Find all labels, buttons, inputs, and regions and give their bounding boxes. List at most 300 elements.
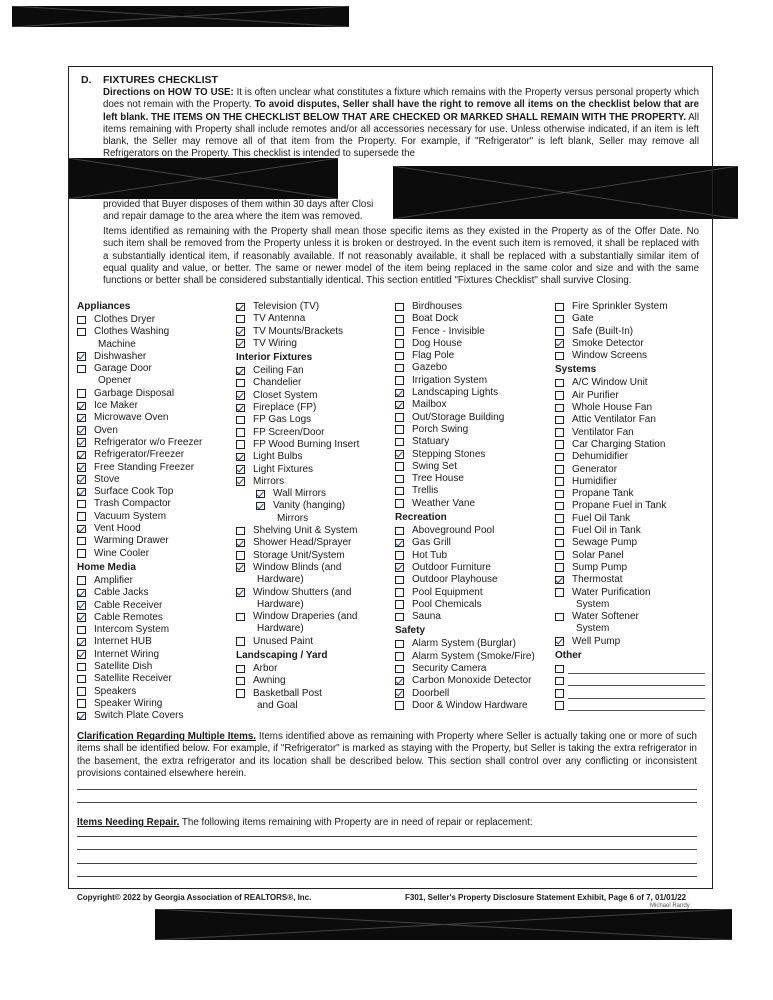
checkbox[interactable] <box>395 551 404 560</box>
checkbox[interactable] <box>236 551 245 560</box>
checklist-item[interactable] <box>236 464 388 476</box>
checklist-item[interactable] <box>555 611 705 623</box>
checkbox[interactable] <box>555 527 564 536</box>
checklist-item[interactable] <box>555 562 705 574</box>
checkbox[interactable] <box>395 689 404 698</box>
checkbox[interactable] <box>395 640 404 649</box>
checklist-item[interactable] <box>77 673 227 685</box>
checkbox[interactable] <box>395 389 404 398</box>
checkbox[interactable] <box>77 488 86 497</box>
checklist-item-label: A/C Window Unit <box>572 377 648 389</box>
checkbox[interactable] <box>395 677 404 686</box>
section-title: FIXTURES CHECKLIST <box>103 74 218 86</box>
checklist-item[interactable] <box>236 451 388 463</box>
checklist-item[interactable] <box>395 424 547 436</box>
checklist-item[interactable] <box>555 675 705 687</box>
directions-lead: Directions on HOW TO USE: <box>103 87 234 98</box>
write-line-6[interactable] <box>77 876 697 877</box>
checkbox[interactable] <box>77 512 86 521</box>
checkbox[interactable] <box>555 588 564 597</box>
checklist-item-label: Sump Pump <box>572 561 628 573</box>
footer-form-id: F301, Seller's Property Disclosure Statement Exhibit, Page 6 of 7, 01/01/22 <box>405 893 687 902</box>
checkbox[interactable] <box>77 463 86 472</box>
checkbox[interactable] <box>236 416 245 425</box>
checklist-item[interactable] <box>77 498 227 510</box>
checkbox[interactable] <box>395 438 404 447</box>
checklist-item[interactable] <box>236 663 388 675</box>
checkbox[interactable] <box>555 613 564 622</box>
other-item-line[interactable] <box>568 698 705 699</box>
checkbox[interactable] <box>77 525 86 534</box>
checklist-item[interactable] <box>77 326 227 338</box>
checkbox[interactable] <box>395 527 404 536</box>
checkbox[interactable] <box>395 376 404 385</box>
checkbox[interactable] <box>555 637 564 646</box>
checkbox[interactable] <box>395 425 404 434</box>
checklist-item[interactable] <box>77 548 227 560</box>
group-heading: Landscaping / Yard <box>236 650 328 662</box>
checklist-item[interactable] <box>555 688 705 700</box>
checkbox[interactable] <box>236 477 245 486</box>
checkbox[interactable] <box>395 499 404 508</box>
checkbox[interactable] <box>236 379 245 388</box>
checkbox[interactable] <box>236 404 245 413</box>
checklist-item[interactable] <box>236 636 388 648</box>
checkbox[interactable] <box>236 367 245 376</box>
checkbox[interactable] <box>555 327 564 336</box>
checkbox[interactable] <box>77 675 86 684</box>
checkbox[interactable] <box>77 601 86 610</box>
checklist-item[interactable] <box>395 638 547 650</box>
checkbox[interactable] <box>555 303 564 312</box>
checkbox[interactable] <box>77 438 86 447</box>
directions-text-3: All items remaining with Property shall include remotes and/or all accessories necessary for use. Unless otherwise indicated, if an item is left blank, the Seller may remove all of that item from the Property. For example, if "Refrigerator" is left blank, Seller may remove all Refrigerators on the Property. This checklist is intended to supersede the <box>103 111 699 160</box>
checkbox[interactable] <box>236 428 245 437</box>
checkbox[interactable] <box>555 563 564 572</box>
checkbox[interactable] <box>395 303 404 312</box>
checklist-item[interactable] <box>77 486 227 498</box>
checklist-item-label: Light Bulbs <box>253 451 303 463</box>
checklist-item[interactable] <box>77 649 227 661</box>
checklist-item[interactable] <box>395 412 547 424</box>
redaction-top <box>12 6 349 27</box>
checklist-item-label: Light Fixtures <box>253 463 314 475</box>
checkbox[interactable] <box>77 328 86 337</box>
checkbox[interactable] <box>77 650 86 659</box>
checklist-item[interactable] <box>77 363 227 375</box>
checklist-item-label: Window Screens <box>572 350 648 362</box>
checklist-item-label: Internet HUB <box>94 636 152 648</box>
checklist-item[interactable] <box>236 301 388 313</box>
checkbox[interactable] <box>236 563 245 572</box>
checklist-item-label: Cable Receiver <box>94 599 163 611</box>
checklist-item[interactable] <box>236 326 388 338</box>
checklist-item <box>236 700 388 712</box>
checklist-item[interactable] <box>236 562 388 574</box>
checkbox[interactable] <box>236 440 245 449</box>
checklist-item-label: Refrigerator/Freezer <box>94 449 185 461</box>
checklist-item <box>236 599 388 611</box>
checklist-item[interactable] <box>555 464 705 476</box>
checklist-item[interactable] <box>555 513 705 525</box>
checklist-item[interactable] <box>77 462 227 474</box>
checklist-item[interactable] <box>555 550 705 562</box>
checklist-item[interactable] <box>77 437 227 449</box>
checklist-item[interactable] <box>395 399 547 411</box>
checklist-item[interactable] <box>395 375 547 387</box>
checkbox[interactable] <box>395 364 404 373</box>
checkbox[interactable] <box>555 315 564 324</box>
checkbox[interactable] <box>555 539 564 548</box>
directions-fragment-2: and repair damage to the area where the item was removed. <box>103 211 363 222</box>
checklist-item-label: Carbon Monoxide Detector <box>412 675 532 687</box>
checkbox[interactable] <box>555 576 564 585</box>
checkbox[interactable] <box>395 665 404 674</box>
checklist-item[interactable] <box>395 326 547 338</box>
checkbox[interactable] <box>77 549 86 558</box>
checklist-item-label: Boat Dock <box>412 313 459 325</box>
group-heading: Interior Fixtures <box>236 352 313 364</box>
checklist-item[interactable] <box>555 427 705 439</box>
checkbox[interactable] <box>395 563 404 572</box>
checklist-item[interactable] <box>395 301 547 313</box>
checkbox[interactable] <box>77 475 86 484</box>
checklist-item-label: Surface Cook Top <box>94 486 174 498</box>
checklist-item[interactable] <box>395 675 547 687</box>
checkbox[interactable] <box>236 453 245 462</box>
checklist-item[interactable] <box>395 537 547 549</box>
checklist-item-label: Speakers <box>94 685 137 697</box>
checklist-item[interactable] <box>236 675 388 687</box>
checkbox[interactable] <box>555 514 564 523</box>
checklist-item[interactable] <box>77 698 227 710</box>
checklist-item[interactable] <box>555 574 705 586</box>
checklist-item[interactable] <box>236 390 388 402</box>
checklist-item[interactable] <box>236 525 388 537</box>
checkbox[interactable] <box>395 475 404 484</box>
checkbox[interactable] <box>77 589 86 598</box>
checklist-item-label: Outdoor Furniture <box>412 561 491 573</box>
checklist-item[interactable] <box>256 488 388 500</box>
checklist-item[interactable] <box>555 377 705 389</box>
checklist-item-label: Garbage Disposal <box>94 387 175 399</box>
checkbox[interactable] <box>395 539 404 548</box>
section-heading <box>81 74 218 86</box>
checkbox[interactable] <box>77 712 86 721</box>
checklist-item[interactable] <box>555 636 705 648</box>
checkbox[interactable] <box>395 327 404 336</box>
checklist-item[interactable] <box>555 537 705 549</box>
checklist-item[interactable] <box>395 587 547 599</box>
checkbox[interactable] <box>256 502 265 511</box>
checklist-item[interactable] <box>77 511 227 523</box>
identified-items-paragraph: Items identified as remaining with the Property shall mean those specific items as they existed in the Property as of the Offer Date. No such item shall be removed from the Property unless it is broken or destroyed. In the event such item is removed, it shall be replaced with a substantially identical item, if reasonably available. If not reasonably available, it shall be replaced with a substantially similar item of equal quality and value, or better. The same or newer model of the item being replaced in the same color and size and with the same functions or better shall be considered substantially identical. This section entitled "Fixtures Checklist" shall survive Closing. <box>103 226 699 287</box>
checkbox[interactable] <box>77 626 86 635</box>
other-item-line[interactable] <box>568 673 705 674</box>
checkbox[interactable] <box>236 527 245 536</box>
checklist-item[interactable] <box>77 661 227 673</box>
checklist-item[interactable] <box>77 314 227 326</box>
checkbox[interactable] <box>555 352 564 361</box>
checklist-item[interactable] <box>236 550 388 562</box>
checklist-item[interactable] <box>395 651 547 663</box>
checkbox[interactable] <box>555 440 564 449</box>
checklist-item[interactable] <box>395 387 547 399</box>
checklist-item-label: Vacuum System <box>94 510 167 522</box>
checklist-item[interactable] <box>236 439 388 451</box>
checkbox[interactable] <box>77 316 86 325</box>
checkbox[interactable] <box>395 339 404 348</box>
checkbox[interactable] <box>395 588 404 597</box>
checkbox[interactable] <box>236 613 245 622</box>
checkbox[interactable] <box>395 462 404 471</box>
checklist-item[interactable] <box>395 436 547 448</box>
checklist-item[interactable] <box>236 587 388 599</box>
checklist-item[interactable] <box>77 400 227 412</box>
checklist-item[interactable] <box>77 686 227 698</box>
checklist-item-label: Dishwasher <box>94 350 147 362</box>
checklist-item[interactable] <box>77 612 227 624</box>
checklist-item[interactable] <box>555 451 705 463</box>
checklist-item[interactable] <box>395 663 547 675</box>
checklist-item-label: Trellis <box>412 485 439 497</box>
checklist-item-label: Refrigerator w/o Freezer <box>94 436 203 448</box>
checkbox[interactable] <box>77 576 86 585</box>
checkbox[interactable] <box>555 551 564 560</box>
checklist-item <box>555 599 705 611</box>
checkbox[interactable] <box>555 665 564 674</box>
checklist-item[interactable] <box>395 350 547 362</box>
checklist-item[interactable] <box>77 624 227 636</box>
checklist-item-label: Hot Tub <box>412 549 448 561</box>
checklist-item-label: Hardware) <box>257 574 304 586</box>
other-item-line[interactable] <box>568 685 705 686</box>
checkbox[interactable] <box>555 379 564 388</box>
checklist-item-label: Doorbell <box>412 687 450 699</box>
checklist-item[interactable] <box>77 425 227 437</box>
checkbox[interactable] <box>77 699 86 708</box>
checklist-item[interactable] <box>555 476 705 488</box>
checklist-item[interactable] <box>77 523 227 535</box>
write-line-5[interactable] <box>77 863 697 864</box>
checklist-item-label: Speaker Wiring <box>94 697 163 709</box>
checkbox[interactable] <box>236 315 245 324</box>
checkbox[interactable] <box>236 539 245 548</box>
checklist-item[interactable] <box>395 362 547 374</box>
checkbox[interactable] <box>555 391 564 400</box>
write-line-3[interactable] <box>77 836 697 837</box>
checkbox[interactable] <box>77 500 86 509</box>
checklist-item[interactable] <box>395 562 547 574</box>
checklist-item[interactable] <box>77 587 227 599</box>
checkbox[interactable] <box>236 303 245 312</box>
checklist-item[interactable] <box>555 402 705 414</box>
checklist-item-label: Tree House <box>412 473 464 485</box>
checklist-item[interactable] <box>555 390 705 402</box>
checklist-item[interactable] <box>395 473 547 485</box>
checklist-item-label: and Goal <box>257 699 298 711</box>
checkbox[interactable] <box>77 638 86 647</box>
repair-text: The following items remaining with Property are in need of repair or replacement: <box>179 817 533 828</box>
checkbox[interactable] <box>395 413 404 422</box>
checklist-item[interactable] <box>236 338 388 350</box>
checkbox[interactable] <box>236 465 245 474</box>
checklist-item[interactable] <box>555 313 705 325</box>
checklist-item[interactable] <box>395 700 547 712</box>
checkbox[interactable] <box>77 426 86 435</box>
directions-text-2: To avoid disputes, Seller shall have the right to remove all items on the checklist below that are left blank. THE ITEMS ON THE CHECKLIST BELOW THAT ARE CHECKED OR MARKED SHALL REMAIN WITH THE PROPERTY. <box>103 99 699 123</box>
checkbox[interactable] <box>77 451 86 460</box>
checklist-item[interactable] <box>395 449 547 461</box>
checklist-item-label: Porch Swing <box>412 423 469 435</box>
checklist-item <box>555 623 705 635</box>
checkbox[interactable] <box>77 402 86 411</box>
checklist-item[interactable] <box>77 710 227 722</box>
checkbox[interactable] <box>236 339 245 348</box>
checklist-item[interactable] <box>77 412 227 424</box>
checkbox[interactable] <box>236 637 245 646</box>
checkbox[interactable] <box>395 401 404 410</box>
checkbox[interactable] <box>77 365 86 374</box>
checklist-item-label: Sewage Pump <box>572 537 638 549</box>
checklist-item[interactable] <box>555 338 705 350</box>
checkbox[interactable] <box>236 677 245 686</box>
checkbox[interactable] <box>555 339 564 348</box>
group-heading: Recreation <box>395 512 447 524</box>
checkbox[interactable] <box>77 687 86 696</box>
checklist-item[interactable] <box>77 575 227 587</box>
checklist-item[interactable] <box>236 365 388 377</box>
checklist-item[interactable] <box>77 600 227 612</box>
checkbox[interactable] <box>395 701 404 710</box>
checkbox[interactable] <box>555 428 564 437</box>
checklist-item-label: Internet Wiring <box>94 648 160 660</box>
checklist-item[interactable] <box>555 488 705 500</box>
checkbox[interactable] <box>555 453 564 462</box>
checklist-item-label: Fireplace (FP) <box>253 402 317 414</box>
checklist-item-label: Out/Storage Building <box>412 411 505 423</box>
checklist-item-label: Satellite Dish <box>94 661 153 673</box>
checklist-item[interactable] <box>395 574 547 586</box>
checkbox[interactable] <box>77 537 86 546</box>
write-line-4[interactable] <box>77 849 697 850</box>
checklist-item-label: Arbor <box>253 663 278 675</box>
write-line-1[interactable] <box>77 789 697 790</box>
checklist-item[interactable] <box>236 313 388 325</box>
checklist-item[interactable] <box>555 439 705 451</box>
checklist-item[interactable] <box>395 338 547 350</box>
checkbox[interactable] <box>395 352 404 361</box>
checklist-item[interactable] <box>555 414 705 426</box>
checklist-item[interactable] <box>395 498 547 510</box>
checklist-item[interactable] <box>77 388 227 400</box>
checklist-column-2 <box>236 301 388 712</box>
checklist-item-label: Ceiling Fan <box>253 365 304 377</box>
checklist-item[interactable] <box>236 402 388 414</box>
checklist-item[interactable] <box>77 535 227 547</box>
checkbox[interactable] <box>555 689 564 698</box>
other-item-line[interactable] <box>568 710 705 711</box>
checkbox[interactable] <box>555 502 564 511</box>
checklist-item[interactable] <box>555 587 705 599</box>
checkbox[interactable] <box>77 414 86 423</box>
checkbox[interactable] <box>395 450 404 459</box>
checklist-item[interactable] <box>395 599 547 611</box>
checklist-item-label: Air Purifier <box>572 389 619 401</box>
checklist-item[interactable] <box>236 377 388 389</box>
checkbox[interactable] <box>395 315 404 324</box>
checkbox[interactable] <box>236 327 245 336</box>
checklist-item-label: Dog House <box>412 337 463 349</box>
checklist-item[interactable] <box>77 636 227 648</box>
checkbox[interactable] <box>256 490 265 499</box>
checklist-item[interactable] <box>555 663 705 675</box>
checklist-item[interactable] <box>256 500 388 512</box>
checkbox[interactable] <box>555 465 564 474</box>
checklist-item-label: Thermostat <box>572 574 623 586</box>
checkbox[interactable] <box>555 404 564 413</box>
checklist-item[interactable] <box>395 550 547 562</box>
checklist-item[interactable] <box>77 449 227 461</box>
checklist-item[interactable] <box>236 688 388 700</box>
checklist-item[interactable] <box>555 301 705 313</box>
checkbox[interactable] <box>555 477 564 486</box>
checkbox[interactable] <box>555 416 564 425</box>
checklist-item[interactable] <box>395 313 547 325</box>
checklist-item-label: Fuel Oil in Tank <box>572 525 641 537</box>
checklist-item[interactable] <box>555 326 705 338</box>
checklist-item[interactable] <box>77 474 227 486</box>
checkbox[interactable] <box>555 490 564 499</box>
checklist-item-label: Cable Jacks <box>94 587 149 599</box>
checkbox[interactable] <box>77 613 86 622</box>
checkbox[interactable] <box>77 663 86 672</box>
checkbox[interactable] <box>395 600 404 609</box>
checklist-item-label: Window Draperies (and <box>253 611 358 623</box>
checklist-item[interactable] <box>395 611 547 623</box>
write-line-2[interactable] <box>77 802 697 803</box>
checklist-item-label: Weather Vane <box>412 497 476 509</box>
checklist-item[interactable] <box>236 476 388 488</box>
checklist-item[interactable] <box>77 351 227 363</box>
checklist-item-label: Closet System <box>253 389 318 401</box>
checkbox[interactable] <box>395 652 404 661</box>
checkbox[interactable] <box>236 391 245 400</box>
checkbox[interactable] <box>236 665 245 674</box>
checklist-item[interactable] <box>555 350 705 362</box>
checkbox[interactable] <box>77 389 86 398</box>
checklist-item[interactable] <box>236 537 388 549</box>
checklist-item[interactable] <box>236 414 388 426</box>
checklist-item[interactable] <box>236 427 388 439</box>
checklist-item[interactable] <box>236 611 388 623</box>
checklist-item[interactable] <box>395 485 547 497</box>
checkbox[interactable] <box>395 613 404 622</box>
checklist-item[interactable] <box>555 500 705 512</box>
checkbox[interactable] <box>395 487 404 496</box>
checkbox[interactable] <box>77 352 86 361</box>
checkbox[interactable] <box>236 689 245 698</box>
checkbox[interactable] <box>555 701 564 710</box>
checkbox[interactable] <box>236 588 245 597</box>
checklist-item[interactable] <box>395 525 547 537</box>
checklist-item[interactable] <box>395 461 547 473</box>
checklist-item[interactable] <box>395 688 547 700</box>
checklist-item[interactable] <box>555 700 705 712</box>
checklist-item[interactable] <box>555 525 705 537</box>
checkbox[interactable] <box>555 677 564 686</box>
checkbox[interactable] <box>395 576 404 585</box>
